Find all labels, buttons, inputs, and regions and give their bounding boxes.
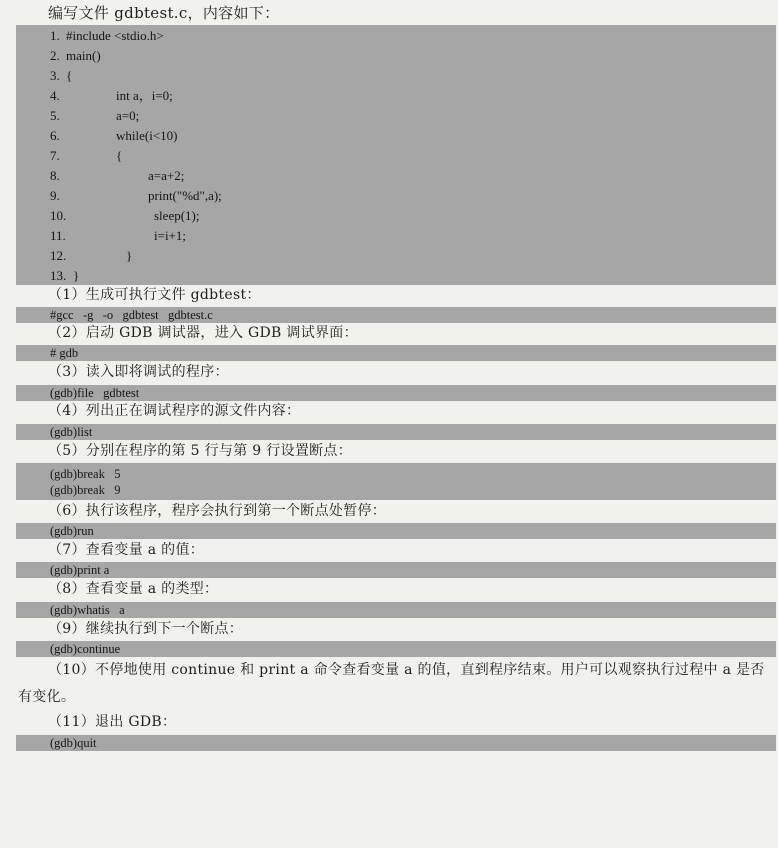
code-text: while(i<10): [116, 128, 178, 143]
line-number: 7.: [50, 148, 60, 163]
command-line: (gdb)break 9: [50, 483, 121, 497]
command-bar: [16, 602, 776, 618]
line-number: 4.: [50, 88, 60, 103]
line-number: 10.: [50, 208, 67, 223]
command-line: (gdb)file gdbtest: [50, 386, 140, 400]
code-text: {: [116, 148, 123, 163]
code-text: }: [126, 248, 133, 263]
line-number: 1.: [50, 28, 60, 43]
command-line: (gdb)quit: [50, 736, 97, 750]
line-number: 12.: [50, 248, 67, 263]
code-text: a=0;: [116, 108, 140, 123]
code-line: [16, 46, 776, 66]
code-text: }: [73, 268, 80, 283]
step-5-heading: （5）分别在程序的第 5 行与第 9 行设置断点：: [48, 443, 353, 459]
code-line: [16, 266, 776, 286]
step-11-heading: （11）退出 GDB：: [48, 714, 177, 730]
step-10-paragraph: （10）不停地使用 continue 和 print a 命令查看变量 a 的值，直到程序结束。用户可以观察执行过程中 a 是否有变化。: [18, 662, 765, 705]
line-number: 8.: [50, 168, 60, 183]
intro-text: 编写文件 gdbtest.c，内容如下：: [48, 4, 280, 22]
command-bar: [16, 463, 776, 500]
command-bar: [16, 385, 776, 401]
code-text: main(): [66, 48, 101, 63]
line-number: 11.: [50, 228, 66, 243]
command-line: (gdb)whatis a: [50, 603, 125, 617]
code-line: [16, 226, 776, 246]
code-line: [16, 126, 776, 146]
step-4-heading: （4）列出正在调试程序的源文件内容：: [48, 403, 301, 419]
code-text: print("%d",a);: [148, 188, 222, 203]
code-listing: [16, 25, 776, 285]
command-line: (gdb)continue: [50, 642, 121, 656]
line-number: 6.: [50, 128, 60, 143]
command-line: (gdb)list: [50, 425, 93, 439]
command-bar: [16, 523, 776, 539]
command-bar: [16, 562, 776, 578]
code-line: [16, 246, 776, 266]
step-8-heading: （8）查看变量 a 的类型：: [48, 581, 219, 597]
code-line: [16, 26, 776, 46]
step-1-heading: （1）生成可执行文件 gdbtest：: [48, 287, 261, 303]
code-text: sleep(1);: [154, 208, 200, 223]
code-text: int a，i=0;: [116, 88, 173, 103]
code-text: {: [66, 68, 73, 83]
step-3-heading: （3）读入即将调试的程序：: [48, 364, 229, 380]
command-bar: [16, 641, 776, 657]
code-line: [16, 106, 776, 126]
line-number: 2.: [50, 48, 60, 63]
code-line: [16, 186, 776, 206]
command-line: (gdb)run: [50, 524, 94, 538]
line-number: 3.: [50, 68, 60, 83]
step-2-heading: （2）启动 GDB 调试器，进入 GDB 调试界面：: [48, 325, 358, 341]
step-9-heading: （9）继续执行到下一个断点：: [48, 621, 244, 637]
code-text: a=a+2;: [148, 168, 185, 183]
code-line: [16, 86, 776, 106]
command-line: (gdb)print a: [50, 563, 110, 577]
code-text: #include <stdio.h>: [66, 28, 164, 43]
command-bar: [16, 307, 776, 323]
line-number: 5.: [50, 108, 60, 123]
line-number: 13.: [50, 268, 67, 283]
command-bar: [16, 345, 776, 361]
code-line: [16, 206, 776, 226]
code-text: i=i+1;: [154, 228, 186, 243]
line-number: 9.: [50, 188, 60, 203]
command-line: #gcc -g -o gdbtest gdbtest.c: [50, 308, 213, 322]
code-line: [16, 146, 776, 166]
command-bar: [16, 735, 776, 751]
command-line: (gdb)break 5: [50, 467, 121, 481]
step-7-heading: （7）查看变量 a 的值：: [48, 542, 205, 558]
step-6-heading: （6）执行该程序，程序会执行到第一个断点处暂停：: [48, 503, 387, 519]
code-line: [16, 166, 776, 186]
command-line: # gdb: [50, 346, 79, 360]
code-line: [16, 66, 776, 86]
command-bar: [16, 424, 776, 440]
